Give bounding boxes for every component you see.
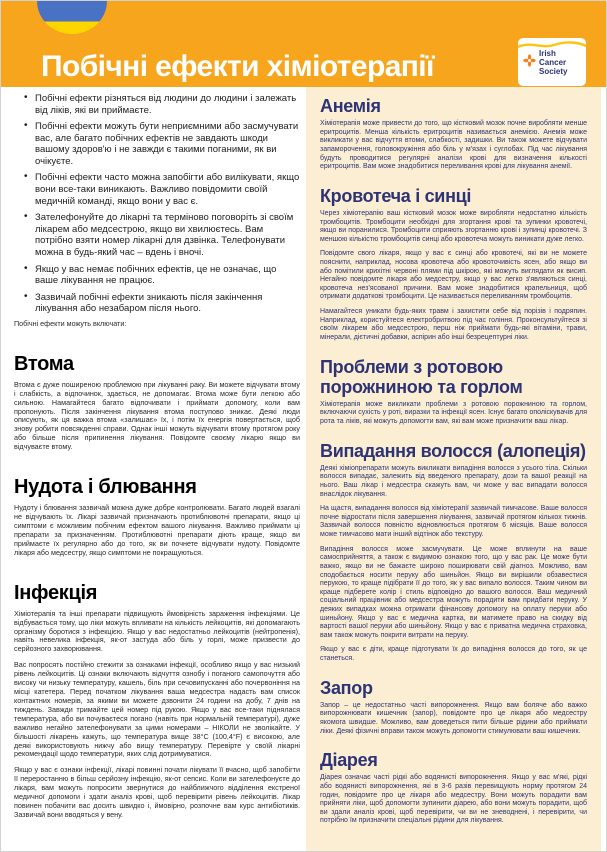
intro-bullet-list xyxy=(14,93,300,315)
section-paragraph: Випадіння волосся може засмучувати. Це може вплинути на ваше самосприйняття, а також є видимою ознакою того, що у вас рак. Це може бути важко, якщо ви не бажаєте широко поширювати свій діагноз. Можливо, вам сподобається носити перуку або шиньйон. Якщо ви вирішили обзавестися перукою, то краще підібрати її до того, як у вас випало волосся. Таким чином ви краще підберете колір і стиль відповідно до вашого волосся. Ваш медичний соціальний працівник або медсестра можуть порадити вам придбати перуку. У деяких випадках можна отримати фінансову допомогу на оплату перуки або шиньйону. Якщо у вас є медична картка, ви матимете право на скидку від вартості вашої перуки або шиньйону. Якщо у вас є приватна медична страховка, вам також можуть покрити витрати на перуку. xyxy=(320,545,587,639)
left-column xyxy=(14,93,300,827)
section-heading: Діарея xyxy=(320,750,378,771)
section-hair-loss xyxy=(320,441,587,664)
section-paragraph: Якщо у вас є діти, краще підготувати їх до випадіння волосся до того, як це станеться. xyxy=(320,646,587,662)
section-heading: Втома xyxy=(14,352,74,375)
ukraine-flag-icon xyxy=(37,1,107,34)
section-heading: Анемія xyxy=(320,96,381,116)
section-paragraph: Втома є дуже поширеною проблемою при лікуванні раку. Ви можете відчувати втому і слабкість, а відпочинок, здається, не допомагає. Втома може бути легкою або сильною. Намагайтеся багато відпочивати і приймати допомогу, коли вам пропонують. Після закінчення лікування втома поступово зникає. Деякі люди описують, як ця важка втома «залишає» їх, і потім їх енергія повертається, щоб знову робити повсякденні справи. Однак інші можуть відчувати втому протягом року або більше після припинення лікування. Повідомте своєму лікарю якщо ви відчуваєте втому. xyxy=(14,379,300,452)
header xyxy=(1,1,606,87)
logo-text xyxy=(539,50,567,77)
logo-text-line: Irish xyxy=(539,49,556,58)
section-paragraph: Намагайтеся уникати будь-яких травм і захистити себе від порізів і подряпин. Наприклад, користуйтеся електробритвою під час гоління. Проконсультуйтеся зі своїм лікарем або медсестрою, перш ніж приймати будь-які вітаміни, трави, мінерали, дієтичні добавки, аспірин або інші безрецептурні ліки. xyxy=(320,308,587,341)
section-paragraph: Діарея означає часті рідкі або водянисті випорожнення. Якщо у вас м'які, рідкі або водянисті випорожнення, які в 3-6 разів перевищують норму протягом 24 годин, повідомте про це лікаря або медсестру. Вони можуть порадити вам прийняти ліки, щоб допомогти зупинити діарею, або вони можуть порадити, щоб ви здали аналіз крові, щоб перевірити, чи ви не зневоднені, і перевірити, чи потрібно їм призначити спеціальні рідини для лікування. xyxy=(320,774,587,825)
section-heading: Нудота і блювання xyxy=(14,476,197,499)
section-paragraph: Запор – це недостатньо часті випорожнення. Якщо вам боляче або важко випорожнювати кишечник (запор), повідомте про це лікаря або медсестру якомога швидше. Можливо, вам доведеться пити більше рідини або приймати ліки. Деякі фізичні вправи також можуть допомогти стимулювати ваш кишечник. xyxy=(320,701,587,735)
irish-cancer-society-logo xyxy=(518,38,586,86)
intro-bullet: • Побічні ефекти можуть бути неприємними або засмучувати вас, але багато побічних ефектів не завдають шкоди вашому здоров'ю і не завжди є такими поганими, як ви очікуєте. xyxy=(24,121,300,167)
right-column-panel xyxy=(306,87,601,852)
section-mouth-throat xyxy=(320,357,587,427)
section-paragraph: Повідомте свого лікаря, якщо у вас є синці або кровотечі, які ви не можете пояснити, наприклад, носова кровотеча або кровоточивість ясен, або якщо ви або помітили крихітні червоні плями під шкірою, які можуть виглядати як висип. Негайно повідомте лікаря або медсестру, якщо у вас легко з'являються синці, кровотеча нез'ясованої причини. Вам може знадобитися крапельниця, щоб отримати додаткові тромбоцити. Це називається переливанням тромбоцитів. xyxy=(320,250,587,301)
section-paragraph: Вас попросять постійно стежити за ознаками інфекції, особливо якщо у вас низький рівень лейкоцитів. Ці ознаки включають відчуття ознобу і поганого самопочуття або високу чи низьку температуру, кашель, біль при сечовипусканні або почервоніння на місці катетера. Перед початком лікування ваша медсестра надасть вам список контактних номерів, за якими ви можете дзвонити 24 години на добу, 7 днів на тиждень. Завжди тримайте цей номер під рукою. Якщо у вас все-таки піднялася температура, або ви почуваєтеся погано (навіть при нормальній температурі), дуже важливо негайно зателефонувати за цими номерами – НІКОЛИ не зволікайте. У більшості лікарень кажуть, що температура вище 38°C (100,4°F) є високою, але деякі використовують нижчу або вищу температуру. Перевірте у своїй лікарні рекомендації щодо температури, яких слід дотримуватися. xyxy=(14,660,300,759)
logo-text-line: Cancer xyxy=(539,57,567,67)
section-heading: Проблеми з ротовою порожниною та горлом xyxy=(320,356,523,397)
section-bleeding-bruising xyxy=(320,186,587,343)
section-heading: Кровотеча і синці xyxy=(320,185,472,206)
intro-bullet: • Зазвичай побічні ефекти зникають після закінчення лікування або незабаром після нього. xyxy=(24,292,300,315)
logo-text-line: Society xyxy=(539,66,568,76)
section-fatigue xyxy=(14,354,300,452)
section-heading: Запор xyxy=(320,677,373,698)
daffodil-icon xyxy=(523,54,536,72)
intro-bullet: • Побічні ефекти різняться від людини до людини і залежать від ліків, які ви приймаєте. xyxy=(24,93,300,116)
section-nausea-vomiting xyxy=(14,477,300,558)
section-paragraph: Хіміотерапія та інші препарати підвищують ймовірність зараження інфекціями. Це відбувається тому, що ліки можуть впливати на кількість лейкоцитів, які допомагають організму боротися з інфекцією. Якщо у вас недостатньо лейкоцитів (нейтропенія), навіть невелика інфекція, як-от застуда або біль у горлі, може призвести до серйозного захворювання. xyxy=(14,608,300,654)
section-infection xyxy=(14,583,300,820)
intro-bullet: • Побічні ефекти часто можна запобігти або вилікувати, якщо вони все-таки виникають. Важливо повідомити своїй медичній команді, якщо вони у вас є. xyxy=(24,172,300,207)
intro-bullet: • Зателефонуйте до лікарні та терміново поговоріть зі своїм лікарем або медсестрою, якщо ви хвилюєтесь. Вам потрібно взяти номер лікарні для дзвінка. Телефонувати можна в будь-який час – вдень і вночі. xyxy=(24,212,300,258)
intro-lead-in: Побічні ефекти можуть включати: xyxy=(14,318,127,328)
section-paragraph: Хіміотерапія може привести до того, що кістковий мозок почне виробляти менше еритроцитів. Менша кількість еритроцитів називається анемією. Анемія може викликати у вас відчуття втоми, слабкості, задишки. Ви також можете відчувати запаморочення, головокружіння або біль у м'язах і суглобах. Під час лікування будуть проводитися регулярні аналізи крові для визначення кількості еритроцитів. Вам може знадобитися переливання крові для лікування анемії. xyxy=(320,120,587,171)
section-paragraph: Хіміотерапія може викликати проблеми з ротовою порожниною та горлом, включаючи сухість у роті, виразки та інфекції ясен. Існує багато ополіскувачів для рота та ліків, які можуть допомогти вам, які вам може призначити ваш лікар. xyxy=(320,400,587,426)
section-paragraph: Через хіміотерапію ваш кістковий мозок може виробляти недостатню кількість тромбоцитів. Тромбоцити необхідні для згортання крові та зупинки кровотечі, якщо ви поранилися. Тромбоцити сприяють згортанню крові і зупинці кровотечі. З меншою кількістю тромбоцитів синці або кровотеча можуть виникати дуже легко. xyxy=(320,209,587,243)
section-paragraph: Нудоту і блювання зазвичай можна дуже добре контролювати. Багато людей взагалі не відчувають їх. Лікарі зазвичай призначають протиблювотні препарати, якщо ці симптоми є можливим побічним ефектом вашого лікування. Важливо приймати ці препарати за призначенням. Протиблювотні препарати діють краще, якщо ви приймаєте їх регулярно або до того, як ви почнете відчувати нудоту. Повідомте лікаря або медсестру, якщо симптоми не покращуються. xyxy=(14,503,300,557)
section-paragraph: Деякі хіміопрепарати можуть викликати випадіння волосся з усього тіла. Скільки волосся випадає, залежить від введеного препарату, дози та вашої реакції на нього. Ваш лікар і медсестра скажуть вам, чи може у вас випадати волосся внаслідок лікування. xyxy=(320,464,587,498)
section-paragraph: На щастя, випадання волосся від хіміотерапії зазвичай тимчасове. Ваше волосся почне відростати після завершення лікування, зазвичай протягом кількох тижнів. Зазвичай волосся повністю відновлюється протягом 6 місяців. Ваше волосся може тимчасово мати інший відтінок або текстуру. xyxy=(320,505,587,539)
section-paragraph: Якщо у вас є ознаки інфекції, лікарі повинні почати лікувати її вчасно, щоб запобігти її переростанню в більш серйозну інфекцію, як-от сепсис. Коли ви зателефонуєте до лікаря, вам можуть попросити звернутися до найближчого відділення екстреної медичної допомоги і здати аналіз крові, щоб перевірити рівень лейкоцитів. Лікар повинен побачити вас досить швидко і, ймовірно, розпочне вам курс антибіотиків. Зазвичай вони вводяться у вену. xyxy=(14,765,300,820)
section-diarrhoea xyxy=(320,750,587,826)
section-heading: Випадання волосся (алопеція) xyxy=(320,440,586,461)
section-heading: Інфекція xyxy=(14,581,98,604)
section-constipation xyxy=(320,678,587,737)
section-anaemia xyxy=(320,96,587,172)
intro-bullet: • Якщо у вас немає побічних ефектів, це не означає, що ваше лікування не працює. xyxy=(24,264,300,287)
page-title: Побічні ефекти хіміотерапії xyxy=(41,50,434,83)
